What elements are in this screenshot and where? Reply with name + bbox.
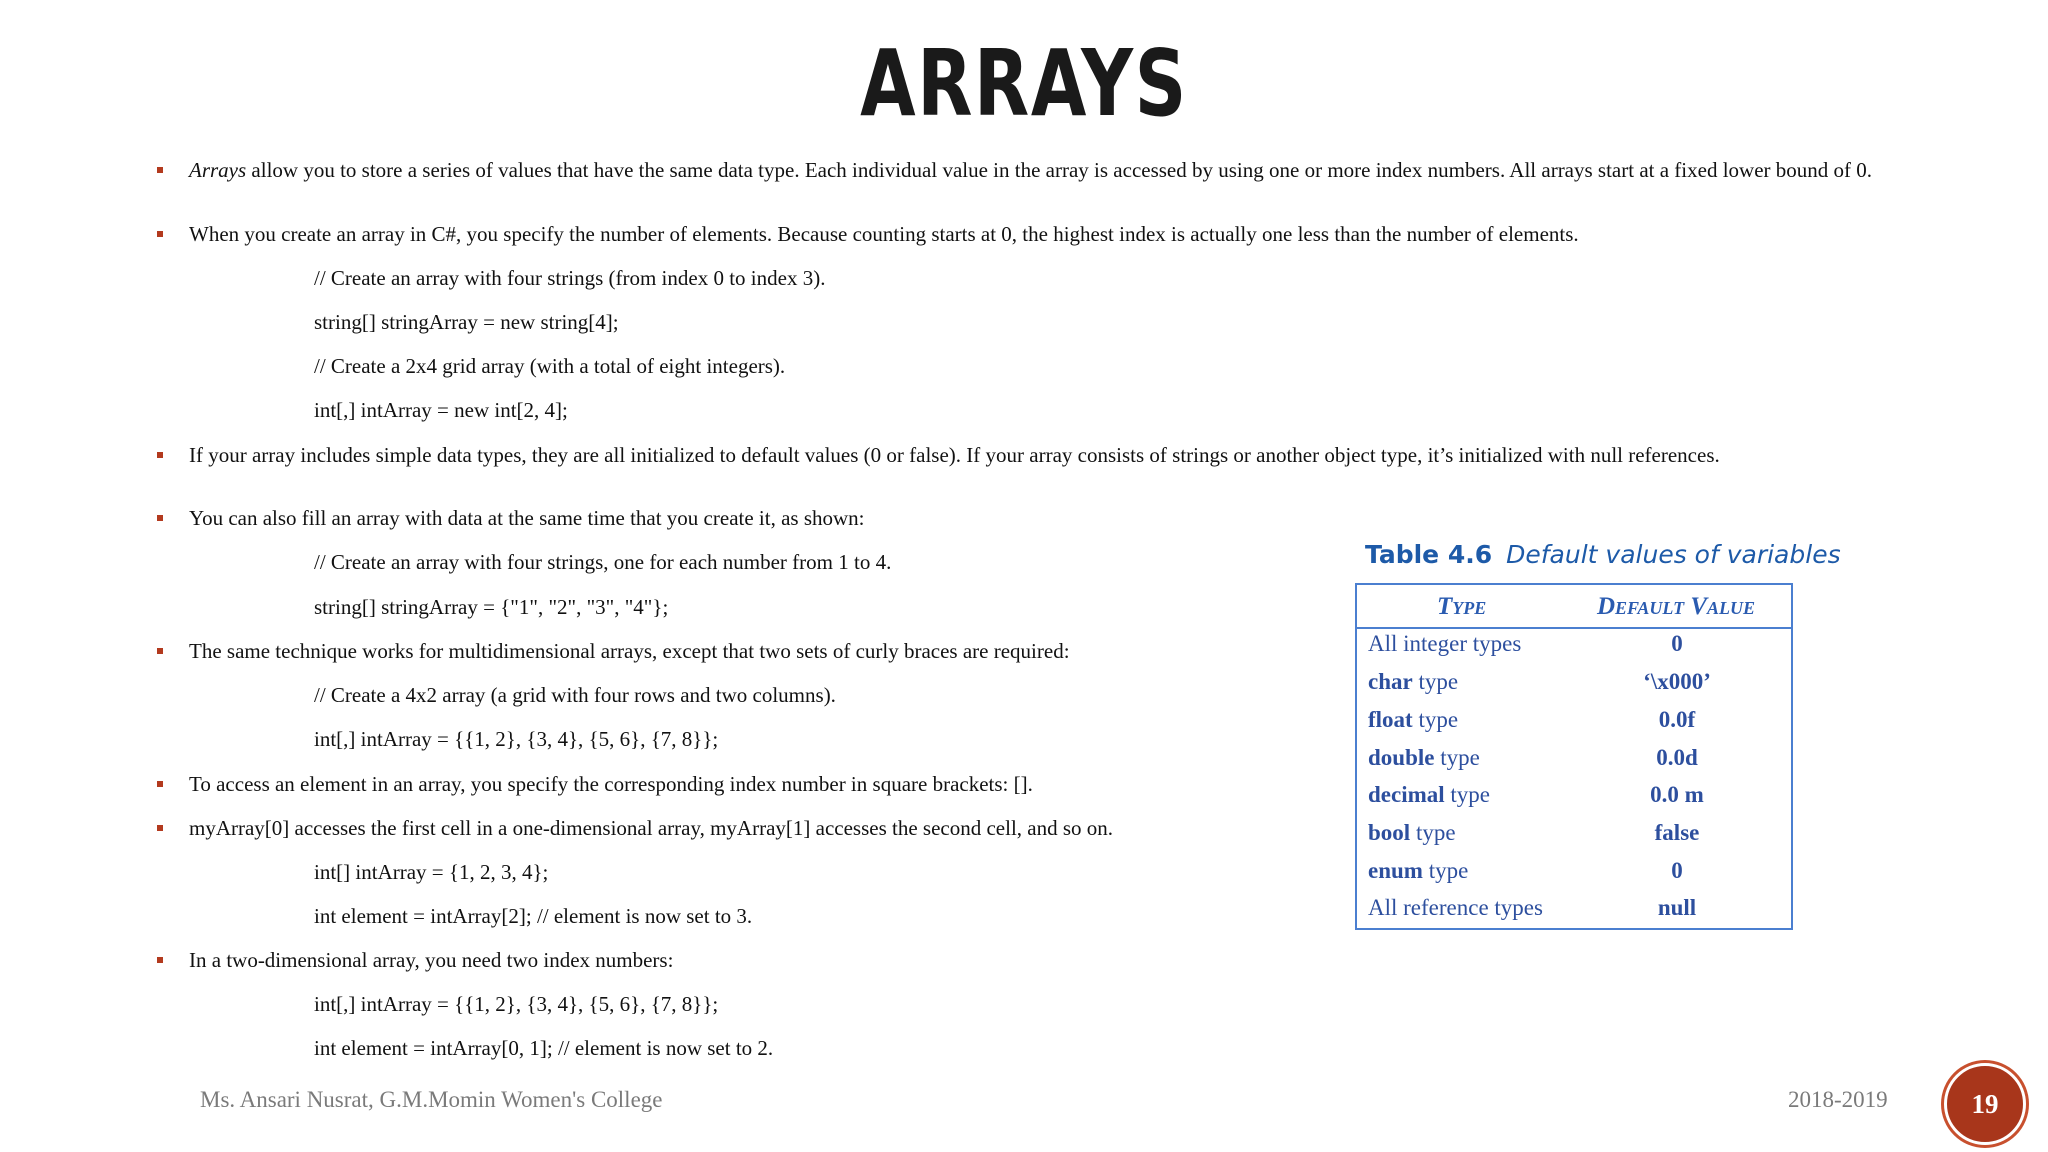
table-cell-value: 0.0d xyxy=(1656,745,1698,770)
table-cell-type xyxy=(1368,745,1480,771)
table-cell-type xyxy=(1368,782,1490,808)
footer-year: 2018-2019 xyxy=(1788,1087,1888,1112)
code-line-8: int[,] intArray = {{1, 2}, {3, 4}, {5, 6}, {7, 8}}; xyxy=(314,727,719,751)
bullet-marker xyxy=(157,167,163,173)
table-caption-number: Table 4.6 xyxy=(1365,540,1493,569)
code-line-12: int element = intArray[0, 1]; // element is now set to 2. xyxy=(314,1036,774,1060)
table-cell-type-keyword: bool xyxy=(1368,820,1411,845)
table-cell-type-text: type xyxy=(1410,820,1456,845)
code-line-7: // Create a 4x2 array (a grid with four rows and two columns). xyxy=(314,683,836,707)
bullet-marker xyxy=(157,452,163,458)
table-caption-title: Default values of variables xyxy=(1506,540,1841,569)
bullet-lead-term: Arrays xyxy=(189,158,247,182)
bullet-text-7: myArray[0] accesses the first cell in a one-dimensional array, myArray[1] accesses the second cell, and so on. xyxy=(189,816,1114,840)
table-header-type: Type xyxy=(1437,593,1487,620)
table-row xyxy=(1357,820,1791,858)
code-line-4: int[,] intArray = new int[2, 4]; xyxy=(314,398,568,422)
table-cell-type-text: All reference types xyxy=(1368,895,1543,920)
code-line-11: int[,] intArray = {{1, 2}, {3, 4}, {5, 6}, {7, 8}}; xyxy=(314,992,719,1016)
code-line-2: string[] stringArray = new string[4]; xyxy=(314,310,619,334)
bullet-text-6: To access an element in an array, you specify the corresponding index number in square brackets: []. xyxy=(189,772,1033,796)
table-row xyxy=(1357,707,1791,745)
table-cell-type xyxy=(1368,895,1543,921)
bullet-text-5: The same technique works for multidimensional arrays, except that two sets of curly braces are required: xyxy=(189,639,1070,663)
code-line-10: int element = intArray[2]; // element is now set to 3. xyxy=(314,904,753,928)
bullet-marker xyxy=(157,515,163,521)
table-cell-type-keyword: float xyxy=(1368,707,1413,732)
table-cell-type xyxy=(1368,669,1458,695)
code-line-6: string[] stringArray = {"1", "2", "3", "4"}; xyxy=(314,595,669,619)
page-number-badge: 19 xyxy=(1944,1063,2026,1145)
table-cell-type-text: type xyxy=(1412,707,1459,732)
table-cell-value: ‘\x000’ xyxy=(1643,669,1711,694)
table-cell-type-keyword: char xyxy=(1368,669,1413,694)
bullet-text-1 xyxy=(189,158,1929,182)
bullet-marker xyxy=(157,781,163,787)
bullet-text-3: If your array includes simple data types, they are all initialized to default values (0 or false). If your array consists of strings or another object type, it’s initialized with null references. xyxy=(189,443,1720,467)
bullet-text-2: When you create an array in C#, you specify the number of elements. Because counting starts at 0, the highest index is actually one less than the number of elements. xyxy=(189,222,1579,246)
table-row xyxy=(1357,895,1791,933)
bullet-text-8: In a two-dimensional array, you need two index numbers: xyxy=(189,948,674,972)
table-cell-type xyxy=(1368,858,1468,884)
table-cell-value: 0.0 m xyxy=(1650,782,1704,807)
table-cell-type-keyword: enum xyxy=(1368,858,1423,883)
bullet-text-4: You can also fill an array with data at the same time that you create it, as shown: xyxy=(189,506,865,530)
table-cell-type-text: type xyxy=(1444,782,1491,807)
default-values-table xyxy=(1355,583,1793,930)
code-line-3: // Create a 2x4 grid array (with a total of eight integers). xyxy=(314,354,786,378)
bullet-text-1-body: allow you to store a series of values that have the same data type. Each individual value in the array is accessed by using one or more index numbers. All arrays start at a fixed lower bound of 0. xyxy=(246,158,1873,182)
table-cell-value: 0 xyxy=(1671,858,1683,883)
table-row xyxy=(1357,782,1791,820)
table-cell-value: 0 xyxy=(1671,631,1683,656)
footer-author: Ms. Ansari Nusrat, G.M.Momin Women's College xyxy=(200,1087,663,1112)
table-row xyxy=(1357,745,1791,783)
bullet-marker xyxy=(157,648,163,654)
table-cell-type-keyword: decimal xyxy=(1368,782,1445,807)
code-line-1: // Create an array with four strings (from index 0 to index 3). xyxy=(314,266,826,290)
bullet-marker xyxy=(157,231,163,237)
table-header xyxy=(1357,585,1791,629)
code-line-5: // Create an array with four strings, one for each number from 1 to 4. xyxy=(314,550,892,574)
table-cell-value: null xyxy=(1657,895,1697,920)
table-cell-type-text: type xyxy=(1412,669,1459,694)
table-row xyxy=(1357,631,1791,669)
code-line-9: int[] intArray = {1, 2, 3, 4}; xyxy=(314,860,549,884)
table-cell-type-keyword: double xyxy=(1368,745,1435,770)
bullet-marker xyxy=(157,957,163,963)
table-cell-value: 0.0f xyxy=(1658,707,1696,732)
slide-title: ARRAYS xyxy=(860,30,1188,137)
table-cell-type xyxy=(1368,707,1458,733)
table-cell-type xyxy=(1368,631,1521,657)
table-cell-type-text: type xyxy=(1422,858,1469,883)
table-cell-type xyxy=(1368,820,1456,846)
table-row xyxy=(1357,669,1791,707)
table-header-default-value: Default Value xyxy=(1597,593,1756,620)
table-row xyxy=(1357,858,1791,896)
table-caption xyxy=(1365,540,1841,569)
table-cell-type-text: All integer types xyxy=(1368,631,1522,656)
bullet-marker xyxy=(157,825,163,831)
table-cell-type-text: type xyxy=(1434,745,1480,770)
table-cell-value: false xyxy=(1654,820,1700,845)
